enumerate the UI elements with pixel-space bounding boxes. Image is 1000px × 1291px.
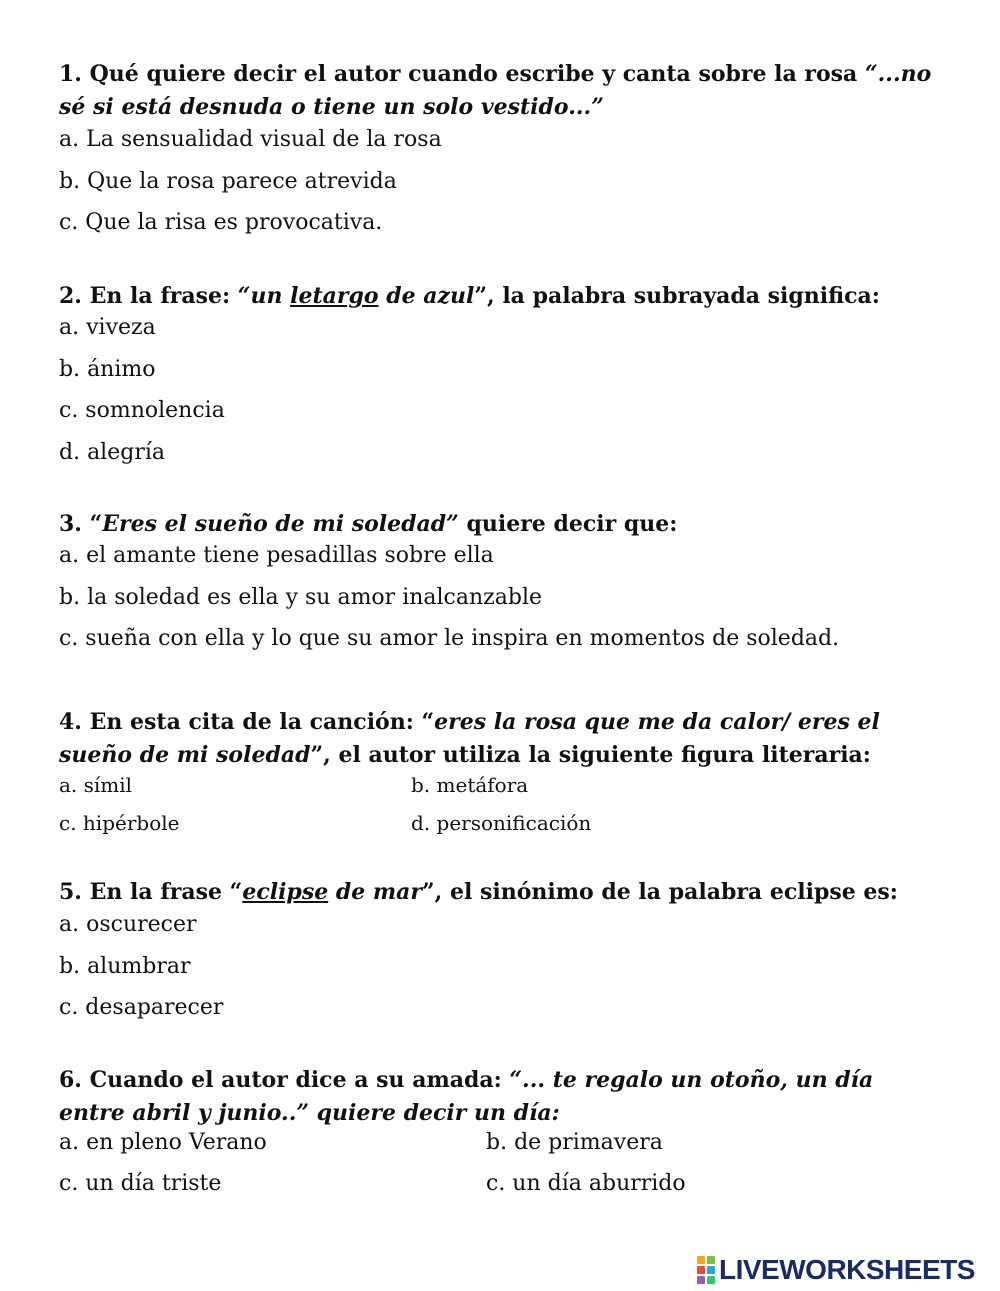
logo-square-4: [707, 1266, 715, 1274]
question-4-prefix: 4. En esta cita de la canción: “: [59, 709, 435, 735]
question-2-text: [59, 280, 939, 313]
question-4-option-d[interactable]: d. personificación: [411, 811, 592, 835]
question-2-quote-close: ”: [474, 283, 487, 309]
question-6-text: [59, 1064, 939, 1130]
question-6-option-a[interactable]: a. en pleno Verano: [59, 1130, 267, 1155]
question-4-option-c[interactable]: c. hipérbole: [59, 811, 180, 835]
question-2-option-b[interactable]: b. ánimo: [59, 357, 156, 382]
question-4-quote: eres la rosa que me da calor/ eres el sueño de mi soledad: [59, 709, 880, 768]
question-5-underlined-word: eclipse: [242, 879, 329, 905]
question-1-option-c[interactable]: c. Que la risa es provocativa.: [59, 210, 383, 235]
question-4-suffix: ”, el autor utiliza la siguiente figura literaria:: [310, 742, 871, 768]
question-4-option-b[interactable]: b. metáfora: [411, 773, 529, 797]
question-1-option-a[interactable]: a. La sensualidad visual de la rosa: [59, 127, 442, 152]
question-5-prefix: 5. En la frase “: [59, 879, 243, 905]
question-2-quote-rest: de azul: [378, 283, 475, 309]
question-2-suffix: , la palabra subrayada significa:: [487, 283, 880, 309]
question-6-option-d[interactable]: c. un día aburrido: [486, 1171, 686, 1196]
question-3-suffix: quiere decir que:: [458, 511, 678, 537]
question-1-option-b[interactable]: b. Que la rosa parece atrevida: [59, 169, 397, 194]
question-4-option-a[interactable]: a. símil: [59, 773, 133, 797]
question-6-quote: “... te regalo un otoño, un día entre abril y junio..” quiere decir un día:: [59, 1067, 874, 1126]
question-1-quote: “...no sé si está desnuda o tiene un solo vestido...”: [59, 61, 932, 120]
question-1-prefix: 1. Qué quiere decir el autor cuando escribe y canta sobre la rosa: [59, 61, 865, 87]
question-2-option-a[interactable]: a. viveza: [59, 315, 156, 340]
question-3-prefix: 3. “: [59, 511, 103, 537]
logo-square-6: [707, 1276, 715, 1284]
question-5-quote-rest: de mar: [328, 879, 423, 905]
question-2-option-c[interactable]: c. somnolencia: [59, 398, 225, 423]
question-6-prefix: 6. Cuando el autor dice a su amada:: [59, 1067, 510, 1093]
question-3-option-c[interactable]: c. sueña con ella y lo que su amor le inspira en momentos de soledad.: [59, 626, 840, 651]
question-1-text: [59, 58, 939, 124]
logo-square-3: [697, 1266, 705, 1274]
question-3-option-b[interactable]: b. la soledad es ella y su amor inalcanzable: [59, 585, 543, 610]
question-4-text: [59, 706, 939, 772]
logo-square-1: [697, 1256, 705, 1264]
logo-text: LIVEWORKSHEETS: [719, 1254, 975, 1285]
question-2-quote-open: “un: [237, 283, 291, 309]
logo-square-5: [697, 1276, 705, 1284]
question-3-text: [59, 508, 939, 541]
question-6-option-b[interactable]: b. de primavera: [486, 1130, 663, 1155]
question-5-option-b[interactable]: b. alumbrar: [59, 954, 191, 979]
question-5-option-c[interactable]: c. desaparecer: [59, 995, 224, 1020]
liveworksheets-logo: [697, 1253, 975, 1287]
question-5-option-a[interactable]: a. oscurecer: [59, 912, 197, 937]
question-5-suffix: ”, el sinónimo de la palabra eclipse es:: [422, 879, 898, 905]
question-3-option-a[interactable]: a. el amante tiene pesadillas sobre ella: [59, 543, 494, 568]
question-2-underlined-word: letargo: [290, 283, 379, 309]
question-2-option-d[interactable]: d. alegría: [59, 440, 165, 465]
question-5-text: [59, 876, 939, 909]
question-3-quote: Eres el sueño de mi soledad”: [102, 511, 459, 537]
question-2-prefix: 2. En la frase:: [59, 283, 238, 309]
logo-grid-icon: [697, 1256, 715, 1284]
question-6-option-c[interactable]: c. un día triste: [59, 1171, 222, 1196]
logo-square-2: [707, 1256, 715, 1264]
